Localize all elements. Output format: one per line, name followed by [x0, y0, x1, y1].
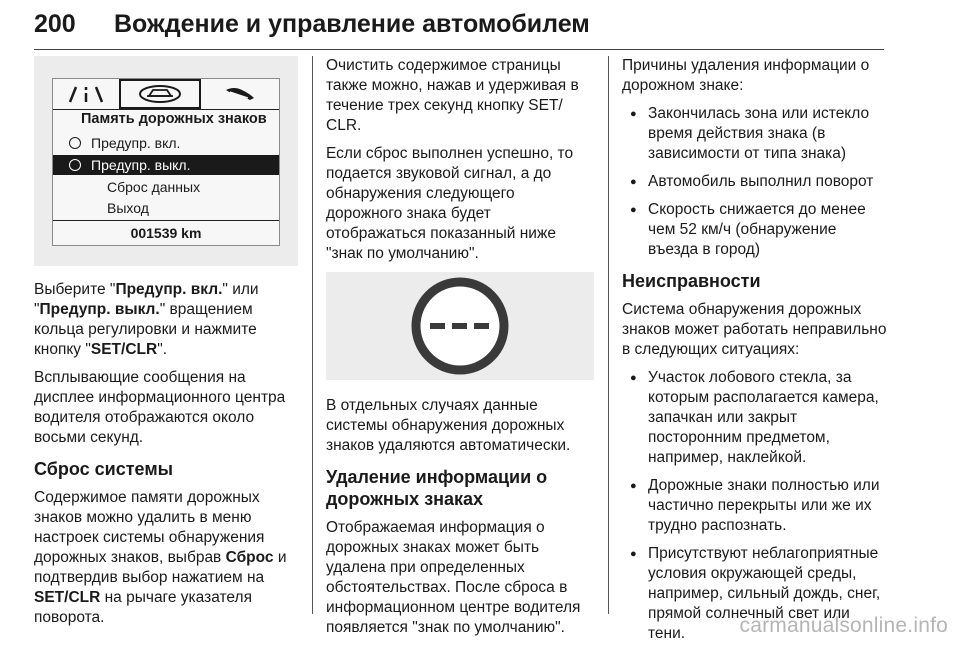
paragraph: Отображаемая информация о дорожных знаках может быть удалена при определенных обстоятельствах. После сброса в информационном центре водителя появляется "знак по умолчанию".: [326, 519, 581, 636]
page-title: Вождение и управление автомобилем: [114, 10, 590, 38]
paragraph: В отдельных случаях данные системы обнаружения дорожных знаков удаляются автоматически.: [326, 397, 571, 454]
menu-item-warning-on: Предупр. вкл.: [53, 133, 279, 153]
header-rule: [34, 49, 884, 50]
list-item: ● Дорожные знаки полностью или частично перекрыты или же их трудно распознать.: [622, 476, 890, 536]
display-figure: [34, 56, 298, 266]
car-icon: [119, 79, 201, 109]
default-sign-figure: [326, 272, 594, 380]
road-sign-icon: [201, 79, 279, 109]
page-number: 200: [34, 10, 76, 38]
driver-info-screen: [52, 78, 280, 246]
column-divider: [312, 56, 313, 614]
reasons-list: [622, 104, 890, 260]
paragraph: Выберите "Предупр. вкл." или "Предупр. выкл." вращением кольца регулировки и нажмите кнопку "SET/CLR".: [34, 281, 259, 358]
menu-title: Память дорожных знаков: [81, 111, 267, 127]
column-1: [34, 56, 298, 636]
paragraph: Система обнаружения дорожных знаков может работать неправильно в следующих ситуациях:: [622, 301, 887, 358]
column-3: [622, 56, 890, 652]
paragraph: Всплывающие сообщения на дисплее информационного центра водителя отображаются около восьми секунд.: [34, 369, 286, 446]
paragraph: Очистить содержимое страницы также можно, нажав и удерживая в течение трех секунд кнопку SET/ CLR.: [326, 57, 579, 134]
radio-icon: [69, 137, 81, 149]
screen-divider: [53, 220, 279, 221]
list-item: ● Присутствуют неблагоприятные условия окружающей среды, например, сильный дождь, снег, прямой солнечный свет или тени.: [622, 544, 890, 644]
section-heading: Неисправности: [622, 271, 761, 291]
list-item: ● Закончилась зона или истекло время действия знака (в зависимости от типа знака): [622, 104, 890, 164]
list-item: ● Автомобиль выполнил поворот: [622, 172, 890, 192]
watermark: carmanualsonline.info: [739, 614, 948, 637]
faults-list: [622, 368, 890, 644]
radio-icon: [69, 159, 81, 171]
column-2: [326, 56, 594, 646]
default-sign-icon: [326, 272, 594, 380]
section-heading: Сброс системы: [34, 459, 174, 479]
lane-info-icon: [53, 79, 119, 109]
paragraph: Если сброс выполнен успешно, то подается звуковой сигнал, а до обнаружения следующего дорожного знака будет отображаться показанный ниже "знак по умолчанию".: [326, 145, 574, 262]
column-divider: [608, 56, 609, 614]
odometer-readout: 001539 km: [130, 225, 202, 241]
screen-tab-bar: [53, 79, 279, 110]
paragraph: Причины удаления информации о дорожном знаке:: [622, 57, 870, 94]
paragraph: Содержимое памяти дорожных знаков можно удалить в меню настроек системы обнаружения дорожных знаков, выбрав Сброс и подтвердив выбор нажатием на SET/CLR на рычаге указателя поворота.: [34, 489, 287, 626]
page-header: [34, 8, 884, 50]
list-item: ● Участок лобового стекла, за которым располагается камера, запачкан или закрыт посторонним предметом, например, наклейкой.: [622, 368, 890, 468]
menu-item-warning-off: Предупр. выкл.: [53, 155, 279, 175]
list-item: ● Скорость снижается до менее чем 52 км/ч (обнаружение въезда в город): [622, 200, 890, 260]
menu-item-reset-data: Сброс данных: [107, 179, 201, 195]
section-heading: Удаление информации о дорожных знаках: [326, 467, 548, 509]
menu-item-exit: Выход: [107, 200, 149, 216]
